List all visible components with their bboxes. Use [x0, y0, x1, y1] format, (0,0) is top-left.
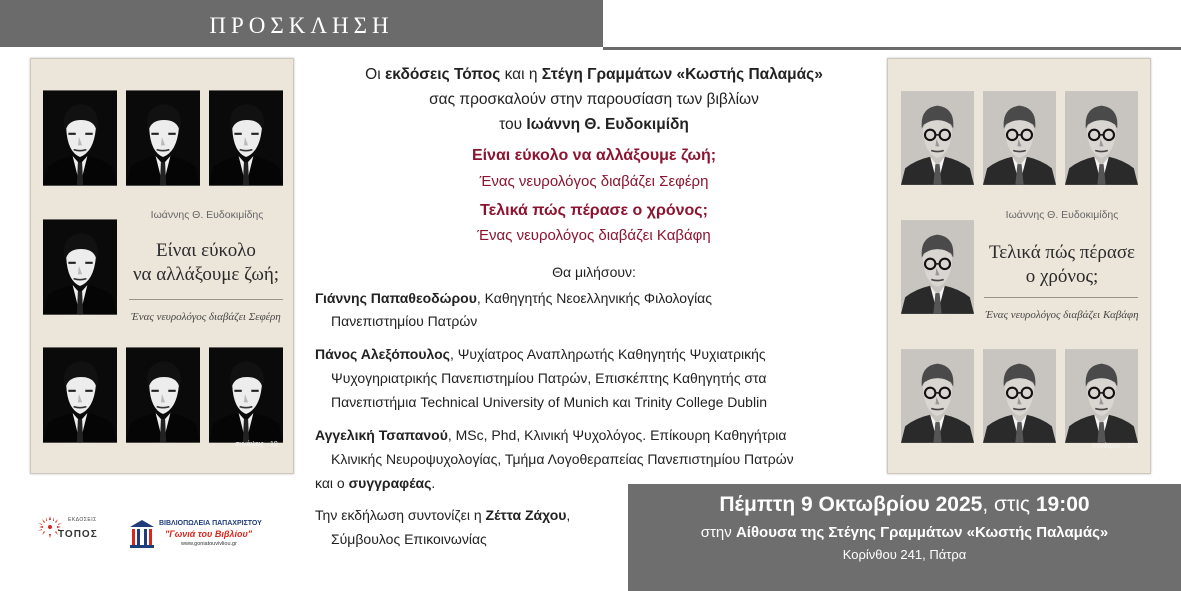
book-cover-left — [30, 58, 294, 474]
cover-title — [978, 241, 1146, 289]
header-rule — [603, 47, 1181, 50]
event-address: Κορίνθου 241, Πάτρα — [842, 547, 967, 562]
cover-title-line: Τελικά πώς πέρασε — [988, 242, 1136, 263]
speaker-2-line-1: Πάνος Αλεξόπουλος, Ψυχίατρος Αναπληρωτής Καθηγητής Ψυχιατρικής — [315, 346, 766, 362]
portrait-photo — [126, 335, 200, 455]
portrait-photo — [43, 207, 117, 327]
bookshop-name: ΒΙΒΛΙΟΠΩΛΕΙΑ ΠΑΠΑΧΡΙΣΤΟΥ — [159, 520, 262, 527]
cover-subtitle: Ένας νευρολόγος διαβάζει Σεφέρη — [131, 311, 281, 323]
cover-series: συνάψεις · 19 — [235, 441, 278, 448]
topos-logo-text: ΤΟΠΟΣ — [58, 529, 98, 540]
event-venue: στην Αίθουσα της Στέγης Γραμμάτων «Κωστής Παλαμάς» — [700, 524, 1109, 541]
speaker-3-line-2: Κλινικής Νευροψυχολογίας, Τμήμα Λογοθεραπείας Πανεπιστημίου Πατρών — [331, 451, 794, 467]
bookshop-slogan: "Γωνιά του Βιβλίου" — [165, 529, 253, 539]
event-date: Πέμπτη 9 Οκτωβρίου 2025, στις 19:00 — [719, 493, 1090, 516]
speaker-2-line-2: Ψυχογηριατρικής Πανεπιστημίου Πατρών, Επισκέπτης Καθηγητής στα — [331, 370, 767, 386]
intro-line-2: σας προσκαλούν στην παρουσίαση των βιβλίων — [429, 91, 759, 108]
portrait-photo — [126, 78, 200, 198]
cover-divider — [984, 297, 1138, 298]
bookshop-logo — [129, 519, 289, 551]
page-title: ΠΡΟΣΚΛΗΣΗ — [209, 13, 394, 38]
author-line: και ο συγγραφέας. — [315, 475, 436, 491]
book-1-subtitle: Ένας νευρολόγος διαβάζει Σεφέρη — [479, 173, 709, 190]
speaker-2-line-3: Πανεπιστήμια Technical University of Munich και Trinity College Dublin — [331, 394, 767, 410]
book-2-title: Τελικά πώς πέρασε ο χρόνος; — [480, 202, 708, 219]
portrait-photo — [209, 78, 283, 198]
topos-logo — [32, 515, 102, 545]
speaker-3-line-1: Αγγελική Τσαπανού, MSc, Phd, Κλινική Ψυχολόγος. Επίκουρη Καθηγήτρια — [315, 427, 787, 443]
topos-logo-small: ΕΚΔΟΣΕΙΣ — [68, 517, 97, 523]
speaker-1-line-2: Πανεπιστημίου Πατρών — [331, 313, 478, 329]
cover-title-line: Είναι εύκολο — [156, 240, 256, 261]
bookshop-url: www.goniatouvivliou.gr — [181, 541, 237, 547]
book-cover-right — [887, 58, 1151, 474]
portrait-photo — [983, 336, 1056, 456]
portrait-photo — [983, 78, 1056, 198]
book-2-subtitle: Ένας νευρολόγος διαβάζει Καβάφη — [477, 227, 711, 244]
cover-series: συνάψεις · 20 — [1092, 443, 1135, 450]
portrait-photo — [43, 335, 117, 455]
portrait-photo — [1065, 78, 1138, 198]
speaker-1-line-1: Γιάννης Παπαθεοδώρου, Καθηγητής Νεοελληνικής Φιλολογίας — [315, 290, 713, 306]
portrait-photo — [43, 78, 117, 198]
moderator-line-1: Την εκδήλωση συντονίζει η Ζέττα Ζάχου, — [315, 507, 571, 523]
speakers-heading: Θα μιλήσουν: — [552, 264, 636, 280]
portrait-photo — [901, 78, 974, 198]
moderator-line-2: Σύμβουλος Επικοινωνίας — [331, 531, 487, 547]
book-1-title: Είναι εύκολο να αλλάξουμε ζωή; — [471, 147, 717, 164]
cover-author: Ιωάννης Θ. Ευδοκιμίδης — [1005, 209, 1119, 221]
cover-divider — [129, 299, 283, 300]
cover-title-line: να αλλάξουμε ζωή; — [132, 264, 280, 285]
portrait-photo — [901, 207, 974, 327]
intro-line-3: του Ιωάννη Θ. Ευδοκιμίδη — [499, 116, 689, 133]
portrait-photo — [1065, 336, 1138, 456]
cover-author: Ιωάννης Θ. Ευδοκιμίδης — [150, 209, 264, 221]
bookshop-logo-icon — [129, 519, 155, 549]
portrait-photo — [901, 336, 974, 456]
portrait-photo — [209, 335, 283, 455]
intro-line-1: Οι εκδόσεις Τόπος και η Στέγη Γραμμάτων «Κωστής Παλαμάς» — [365, 66, 823, 83]
cover-title-line: ο χρόνος; — [1025, 266, 1099, 287]
cover-title — [123, 239, 289, 287]
cover-subtitle: Ένας νευρολόγος διαβάζει Καβάφη — [985, 309, 1139, 321]
